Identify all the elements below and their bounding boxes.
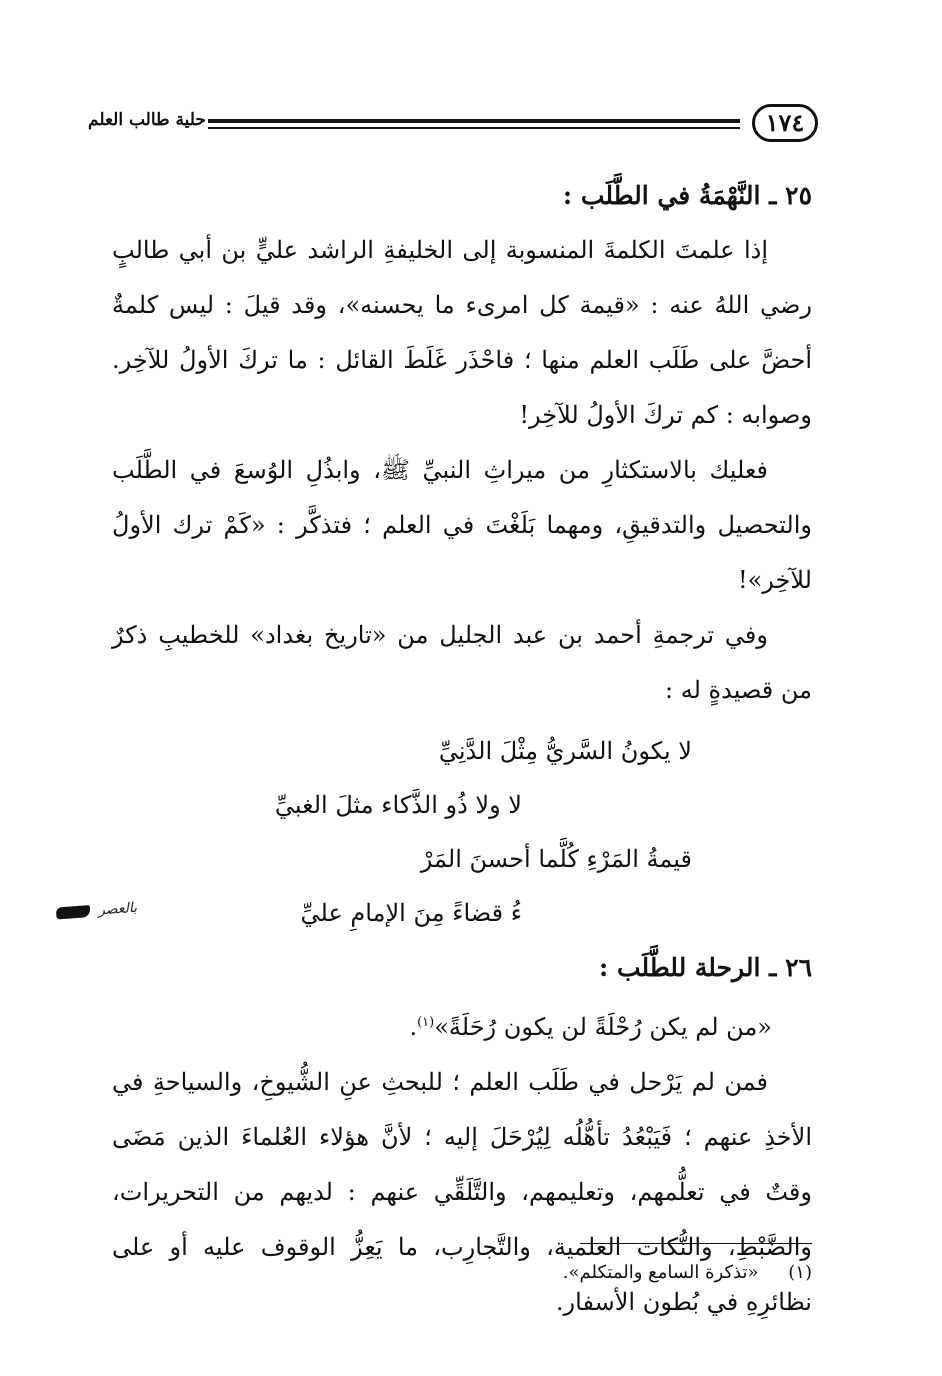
paragraph: إذا علمتَ الكلمةَ المنسوبة إلى الخليفةِ الراشد عليٍّ بن أبي طالبٍ رضي اللهُ عنه : «قيمة كل امرىء ما يحسنه»، وقد قيلَ : ليس كلمةٌ أحضَّ على طَلَب العلم منها ؛ فاحْذَر غَلَطَ القائل : ما تركَ الأولُ للآخِر. وصوابه : كم تركَ الأولُ للآخِر!	[112, 236, 812, 429]
page-number: ١٧٤	[752, 104, 818, 142]
poem-line: ءُ قضاءً مِنَ الإمامِ عليِّ	[300, 899, 522, 927]
footnote-separator	[580, 1243, 812, 1244]
ink-scribble-icon	[55, 905, 90, 919]
footnote-number: (١)	[788, 1262, 812, 1283]
poem-line: لا يكونُ السَّريُّ مِثْلَ الدَّنِيِّ	[438, 737, 692, 765]
poem	[112, 724, 812, 940]
footnote-text: «تذكرة السامع والمتكلم».	[562, 1262, 759, 1283]
running-title: حلية طالب العلم	[88, 110, 206, 130]
quote-text: «من لم يكن رُحْلَةً لن يكون رُحَلَةً»	[434, 1013, 772, 1041]
paragraph: فمن لم يَرْحل في طَلَب العلم ؛ للبحثِ عنِ الشُّيوخِ، والسياحةِ في الأخذِ عنهم ؛ فَيَبْعُدُ تأهُّلُه لِيُرْحَلَ إليه ؛ لأنَّ هؤلاء العُلماءَ الذين مَضَى وقتٌ في تعلُّمهم، وتعليمهم، والتَّلَقِّي عنهم : لديهم من التحريرات، والضَّبْطِ، والنُّكات العلمية، والتَّجارِب، ما يَعِزُّ الوقوف عليه أو على نظائرِهِ في بُطون الأسفار.	[112, 1068, 812, 1316]
page-header	[88, 104, 818, 144]
footnote-ref[interactable]: (١)	[417, 1015, 435, 1030]
paragraph: وفي ترجمةِ أحمد بن عبد الجليل من «تاريخ بغداد» للخطيبِ ذكرٌ من قصيدةٍ له :	[112, 621, 812, 704]
quoted-saying: «من لم يكن رُحْلَةً لن يكون رُحَلَةً»$^{(١)}$.	[409, 1013, 772, 1041]
margin-note-text: بالعصر	[97, 899, 138, 919]
paragraph: فعليك بالاستكثارِ من ميراثِ النبيِّ ﷺ، وابذُلِ الوُسعَ في الطَّلَب والتحصيل والتدقيقِ، ومهما بَلَغْتَ في العلم ؛ فتذكَّر : «كَمْ ترك الأولُ للآخِر»!	[112, 456, 812, 594]
handwritten-margin-note	[17, 900, 139, 948]
poem-line: قيمةُ المَرْءِ كُلَّما أحسنَ المَرْ	[420, 845, 692, 873]
footnote	[563, 1262, 812, 1283]
header-rule	[208, 119, 740, 129]
section-heading-25: ٢٥ ـ النَّهْمَةُ في الطَّلَب :	[562, 181, 812, 210]
page-body	[112, 168, 812, 1330]
section-heading-26: ٢٦ ـ الرحلة للطَّلَب :	[599, 953, 812, 982]
poem-line: لا ولا ذُو الذَّكاء مثلَ الغبيِّ	[274, 791, 522, 819]
